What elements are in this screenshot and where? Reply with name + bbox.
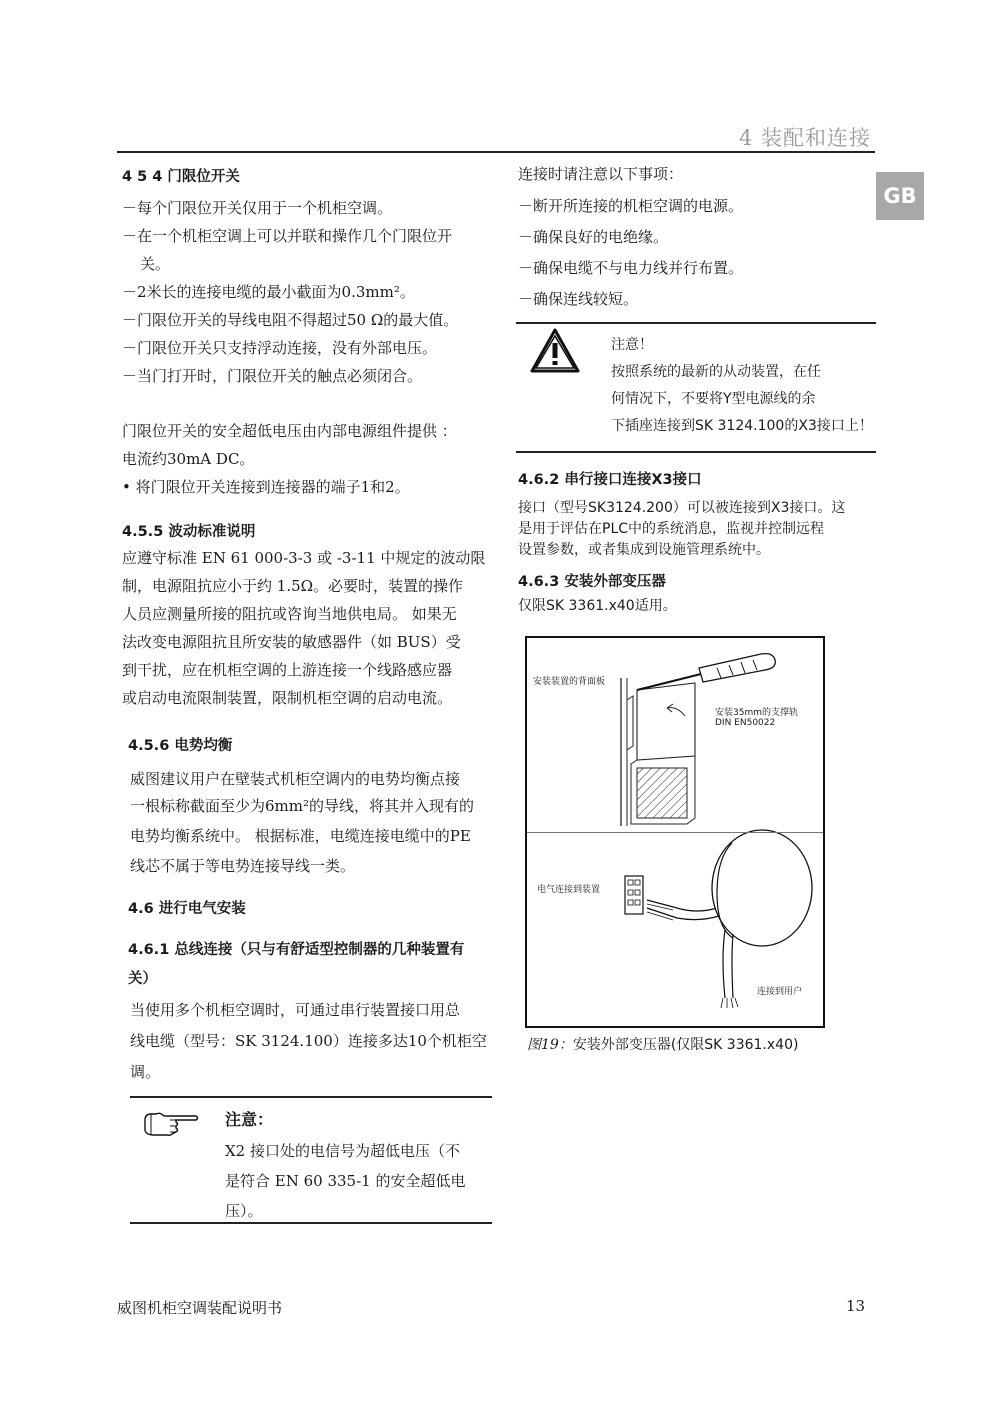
note-rule-bottom	[130, 1222, 492, 1224]
warning-rule-bottom	[516, 451, 876, 453]
warning-line: 下插座连接到SK 3124.100的X3接口上！	[611, 418, 873, 434]
paragraph-line: 制，电源阻抗应小于约 1.5Ω。必要时，装置的操作	[122, 577, 464, 595]
caption-text: 安装外部变压器(仅限SK 3361.x40)	[572, 1037, 799, 1053]
note-title: 注意：	[225, 1110, 274, 1129]
header-rule	[117, 151, 875, 153]
section-4-6-3-title: 4.6.3 安装外部变压器	[518, 574, 666, 590]
page-number: 13	[846, 1297, 866, 1315]
list-item: －当门打开时，门限位开关的触点必须闭合。	[122, 367, 423, 385]
paragraph-line: 法改变电源阻抗且所安装的敏感器件（如 BUS）受	[122, 633, 461, 651]
list-item: －门限位开关的导线电阻不得超过50 Ω的最大值。	[122, 311, 459, 329]
list-item: －确保良好的电绝缘。	[518, 228, 669, 246]
pointing-hand-icon	[142, 1108, 200, 1138]
paragraph-line: 一根标称截面至少为6mm²的导线，将其并入现有的	[130, 797, 475, 815]
warning-line: 何情况下，不要将Y型电源线的余	[611, 391, 816, 407]
paragraph-line: 接口（型号SK3124.200）可以被连接到X3接口。这	[518, 500, 846, 516]
list-item: －2米长的连接电缆的最小截面为0.3mm²。	[122, 283, 415, 301]
section-4-6-1-title-cont: 关）	[128, 971, 157, 987]
language-tab[interactable]: GB	[876, 172, 924, 220]
paragraph-line: 仅限SK 3361.x40适用。	[518, 598, 677, 614]
paragraph-line: 到干扰，应在机柜空调的上游连接一个线路感应器	[122, 661, 453, 679]
figure-label: 安装装置的背面板	[533, 677, 606, 687]
chapter-title: 4 装配和连接	[738, 126, 871, 150]
section-4-6-2-title: 4.6.2 串行接口连接X3接口	[518, 472, 702, 488]
note-line: X2 接口处的电信号为超低电压（不	[225, 1142, 460, 1160]
list-item: －确保连线较短。	[518, 290, 639, 308]
list-item: －每个门限位开关仅用于一个机柜空调。	[122, 199, 393, 217]
paragraph-line: 调。	[130, 1063, 161, 1081]
paragraph-line: 或启动电流限制装置，限制机柜空调的启动电流。	[122, 689, 453, 707]
caption-number: 图19：	[527, 1037, 573, 1053]
note-line: 是符合 EN 60 335-1 的安全超低电	[225, 1172, 466, 1190]
paragraph-line: 应遵守标准 EN 61 000-3-3 或 -3-11 中规定的波动限	[122, 549, 486, 567]
paragraph-line: 人员应测量所接的阻抗或咨询当地供电局。 如果无	[122, 605, 457, 623]
bullet-item: • 将门限位开关连接到连接器的端子1和2。	[122, 478, 410, 496]
paragraph-line: 威图建议用户在壁装式机柜空调内的电势均衡点接	[130, 770, 461, 788]
figure-label: 电气连接到装置	[537, 885, 601, 895]
figure-label: DIN EN50022	[715, 718, 776, 728]
figure-divider	[527, 832, 823, 833]
paragraph-line: 线电缆（型号：SK 3124.100）连接多达10个机柜空	[130, 1032, 487, 1050]
section-4-5-5-title: 4.5.5 波动标准说明	[122, 524, 256, 540]
list-item: －确保电缆不与电力线并行布置。	[518, 259, 744, 277]
list-item: 关。	[140, 255, 171, 273]
paragraph-line: 当使用多个机柜空调时，可通过串行装置接口用总	[130, 1001, 461, 1019]
figure-19	[525, 636, 825, 1028]
paragraph-line: 设置参数，或者集成到设施管理系统中。	[518, 542, 770, 558]
section-4-5-4-title: 4 5 4 门限位开关	[122, 169, 240, 185]
footer-title: 威图机柜空调装配说明书	[117, 1299, 283, 1317]
intro-text: 连接时请注意以下事项：	[518, 165, 684, 183]
figure-label: 安装35mm的支撑轨	[715, 708, 798, 718]
section-4-6-1-title: 4.6.1 总线连接（只与有舒适型控制器的几种装置有	[128, 942, 465, 958]
section-4-5-6-title: 4.5.6 电势均衡	[128, 738, 233, 754]
figure-label: 连接到用户	[757, 987, 803, 997]
section-4-6-title: 4.6 进行电气安装	[128, 901, 246, 917]
list-item: －在一个机柜空调上可以并联和操作几个门限位开	[122, 227, 453, 245]
figure-caption	[527, 1034, 798, 1054]
warning-triangle-icon	[530, 328, 580, 374]
list-item: －门限位开关只支持浮动连接，没有外部电压。	[122, 339, 438, 357]
note-rule-top	[130, 1096, 492, 1098]
note-line: 压）。	[225, 1202, 263, 1220]
paragraph-line: 线芯不属于等电势连接导线一类。	[130, 857, 356, 875]
warning-rule-top	[516, 322, 876, 324]
paragraph-line: 是用于评估在PLC中的系统消息，监视并控制远程	[518, 521, 825, 537]
warning-title: 注意！	[611, 337, 653, 353]
paragraph-line: 电势均衡系统中。 根据标准，电缆连接电缆中的PE	[130, 827, 471, 845]
warning-line: 按照系统的最新的从动装置，在任	[611, 364, 821, 380]
list-item: －断开所连接的机柜空调的电源。	[518, 197, 744, 215]
paragraph-line: 电流约30mA DC。	[122, 450, 255, 468]
paragraph-line: 门限位开关的安全超低电压由内部电源组件提供 ：	[122, 422, 457, 440]
